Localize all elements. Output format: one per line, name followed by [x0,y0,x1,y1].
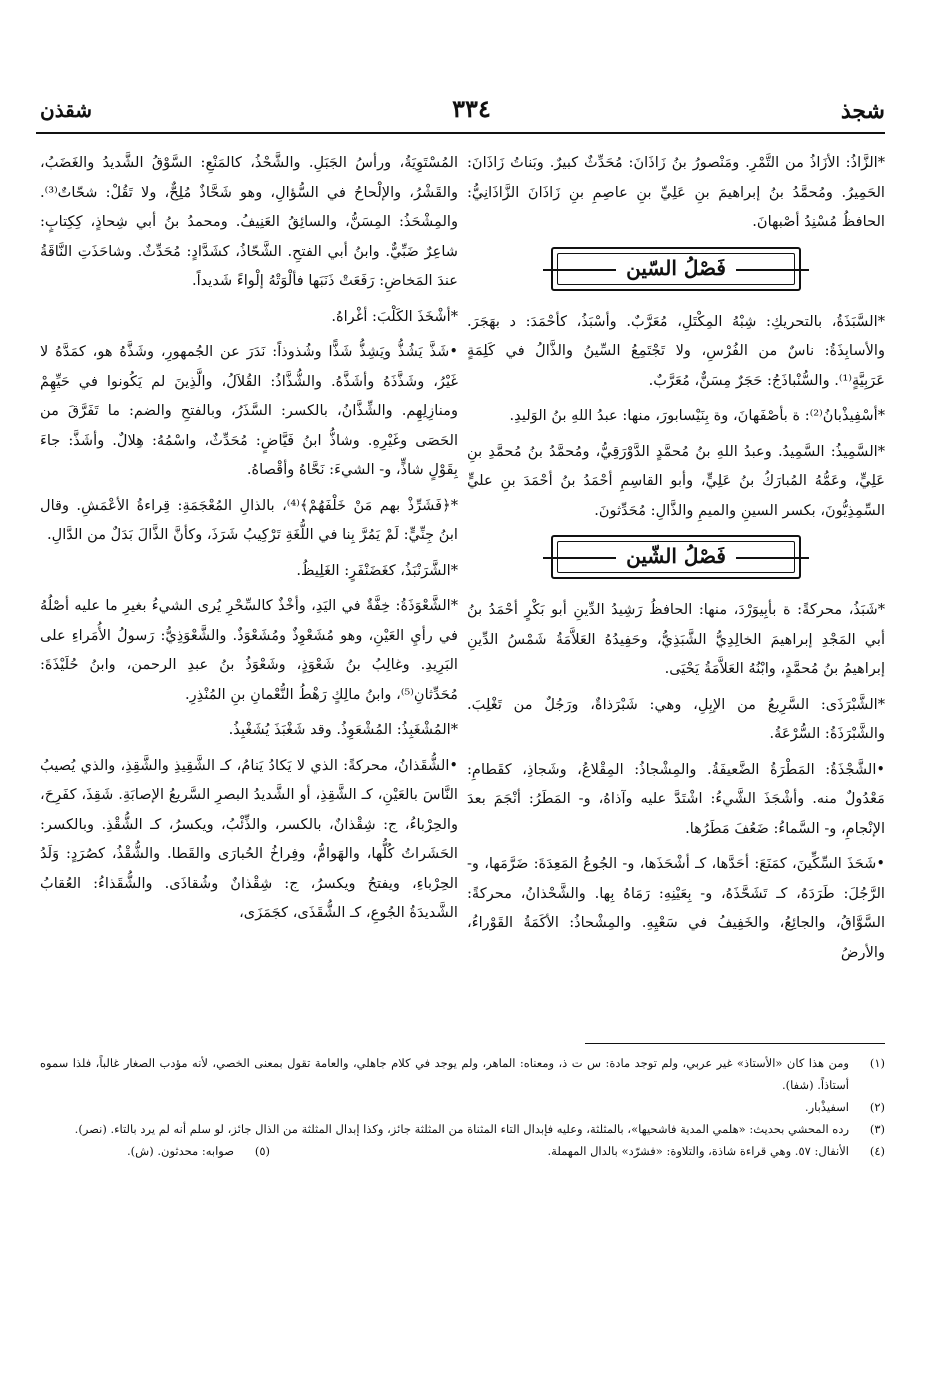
left-column [40,148,458,934]
entry-shajdha: •الشَّجْذَةُ: المَطْرَةُ الضَّعيفَةُ. والمِشْجاذُ: المِقْلاعُ، وشَجاذِ، كقَطامِ: مَعْدُولٌ منه. وأشْجَذَ الشَّيءُ: اشْتَدَّ عليه وآذاهُ، و- المَطَرُ: أنْجَمَ بعدَ الإنْجامِ، و- السَّماءُ: ضَعُفَ مَطَرُها. [467,760,885,837]
footnotes [40,1052,885,1162]
section-heading-shin [551,535,801,579]
entry-shabadh: *شَبَذُ، محركةً: ة بأبِيوَرْدَ، منها: الحافظُ رَشِيدُ الدِّينِ أبو بَكْرٍ أحْمَدُ بنُ أبي المَجْدِ إبراهيمَ الخالِدِيُّ الشَّبَذِيُّ، وحَفِيدُهُ العَلاَّمَةُ شَمْسُ الدِّينِ إبراهيمُ بنُ مُحمَّدٍ، وابْنُهُ العَلاَّمَةُ يَحْيَى. [467,601,885,677]
entry-ashkhadha: *أشْخَذَ الكَلْبَ: أغْراهُ. [331,307,458,325]
footnote [40,1052,885,1096]
entry-shahadha: •شَحَذَ السِّكِّينَ، كمَنَعَ: أحَدَّها، كـ أشْحَذَها، و- الجُوعُ المَعِدَةَ: ضَرَّمَها، و- الرَّجُلَ: طَرَدَهُ، كـ تَشَحَّذَهُ، و- بِعَيْنِهِ: رَمَاهُ بِها. والشَّحْذانُ، محركةً: السَّوَّاقُ، والجائِعُ، والخَفِيفُ في سَعْيِهِ. والمِشْحاذُ: الأكَمَةُ القَوْراءُ، والأرضُ [467,855,885,961]
entry-shuqadhan: •الشُّقَذانُ، محركةً: الذي لا يَكادُ يَنامُ، كـ الشَّقِيذِ والشَّقِذِ، والذي يُصيبُ النَّاسَ بالعَيْنِ، كـ الشَّقِذِ، أو الشَّديدُ البصرِ السَّريعُ الإصابَةِ. شَقِذَ، كفَرِحَ، والحِرْباءُ، ج: شِقْذانٌ، بالكسر، والذِّئْبُ، ويكسرُ، كـ الشُّقْذِ. وبالكسر: الحَشَراتُ كُلُّها، والهَوامُّ، وفِراخُ الحُبارَى والقَطا. والشُّقْذُ، كصُرَدٍ: وَلَدُ الحِرْباءِ، ويفتحُ ويكسرُ، ج: شِقْذانٌ وشُقاذَى. والشُّقَذاءُ: العُقابُ الشَّديدَةُ الجُوعِ، كـ الشُّقَذَى، كجَمَزَى، [40,756,458,921]
entry-shadhdha: •شَذَّ يَشُذُّ ويَشِذُّ شَذًّا وشُذوذاً: نَدَرَ عن الجُمهورِ، وشَذَّهُ هو، كمَدَّهُ لا غَيْرُ، وشَذَّذَهُ وأشَذَّهُ. والشُّذَّاذُ: القُلاَلُ، والَّذِينَ لم يَكُونوا في حَيِّهِمْ ومنازِلِهِم. والشِّذَّانُ، بالكسر: السَّذَرُ، وبالفتحِ والضم: ما تَفَرَّقَ من الحَصَى وغَيْرِهِ. وشاذُّ ابنُ فَيَّاضٍ: مُحَدِّثٌ، واسْمُهُ: هِلالٌ. وأشَذَّ: جاءَ بِقَوْلٍ شاذٍّ، و- الشيءَ: نَحَّاهُ وأقْصاهُ. [40,343,458,478]
entry-samidh: *السَّمِيذُ: السَّمِيدُ. وعبدُ اللهِ بنُ مُحمَّدٍ الدَّوْرَقِيُّ، ومُحمَّدُ بنُ مُحمَّدِ بنِ عَلِيٍّ، وعَمُّهُ المُبارَكُ بنُ عَلِيٍّ، وأبو القاسِمِ أحْمَدُ بنُ أحْمَدَ بنِ عليٍّ السِّمِذِيُّونَ، بكسر السينِ والميمِ والذَّالِ: مُحَدِّثونَ. [467,442,885,519]
entry-mushghabidh: *المُشْغَبِذُ: المُشْعَوِذُ. وقد شَغْبَذَ يُشَغْبِذُ. [228,721,458,738]
footnote-rule [585,1043,885,1044]
section-heading-sin [551,247,801,291]
footnote-text: الأنفال: ٥٧. وهي قراءة شاذة، والتلاوة: «فشرّد» بالدال المهملة. [547,1144,849,1158]
page-number: ٣٣٤ [452,94,491,123]
entry-sharanbadh: *الشَّرَنْبَذُ، كغَضَنْفَرٍ: الغَلِيظُ. [296,561,458,579]
section-title-sin: فَصْلُ السّين [616,254,736,284]
entry-shahadha-continued: المُسْتَوِيَةُ، ورأسُ الجَبَلِ. والشَّحْذُ، كالمَنْعِ: السَّوْقُ الشَّديدُ والغَضَبُ، والقَشْرُ، والإلْحاحُ في السُّؤالِ، وهو شَحَّاذٌ مُلِحٌّ، ولا تَقُلْ: شحّاتٌ⁽³⁾. والمِشْحَذُ: المِسَنُّ، والسائِقُ العَنِيفُ. ومحمدُ بنُ أبي شِحاذٍ، كِكِتابٍ: شاعِرٌ ضَبِّيٌّ. وابنُ أبي الفتحِ. الشَّحّاذُ، كشَدَّادٍ: مُحَدِّثٌ. وشاحَذَتِ النَّاقَةُ عندَ المَخاضِ: رَفَعَتْ ذَنَبَها فألْوَتْهُ إلْواءً شَديداً. [40,154,458,289]
entry-zadh: *الزَّاذُ: الأزَاذُ من التَّمْرِ. ومَنْصورُ بنُ زَاذَانَ: مُحَدِّثٌ كبيرٌ. وبَناتُ زَاذَانَ: الحَمِيرُ. ومُحمَّدُ بنُ إبراهيمَ بنِ عَلِيِّ بنِ عاصِمِ بنِ زَاذَانَ الزَّاذَانِيُّ: الحافظُ مُسْنِدُ أصْبهانَ. [467,154,885,230]
footnote [40,1140,270,1162]
entry-shawadha: *الشَّعْوَذَةُ: خِفَّةٌ في اليَدِ، وأخْذٌ كالسِّحْرِ يُرى الشيءُ بغيرِ ما عليه أصْلُهُ في رأيِ العَيْنِ، وهو مُشَعْوِذٌ ومُشَعْوَذٌ. والشَّعْوَذِيُّ: رَسولُ الأُمَراءِ على البَرِيدِ. وغالِبُ بنُ شَعْوَذٍ، وشَعْوَذُ بنُ عبدِ الرحمن، وابنُ حُلَيْذَةَ: مُحَدِّثانِ⁽⁵⁾، وابنُ مالِكٍ رَهْطُ النُّعْمانِ بنِ المُنْذِرِ. [40,597,458,703]
footnote [40,1096,885,1118]
header-entry-word-left: شقذن [40,98,93,122]
footnote-number: (١) [869,1056,885,1070]
footnote-number: (٢) [869,1100,885,1114]
header-entry-word-right: شجذ [840,98,885,124]
footnote [40,1118,885,1140]
footnote-text: رده المحشي بحديث: «هلمي المدية فاشحيها»، بالمثلثة، وعليه فإبدال التاء المثناة من المثلثة جائز، وكذا إبدال المثلثة من الذال جائز، لو سلم أنه لم يرد بالتاء. (نصر). [74,1122,849,1136]
entry-sabadha: *السَّبَذَةُ، بالتحريكِ: شِبْهُ المِكْتَلِ، مُعَرَّبٌ. وأسْبَذُ، كأحْمَدَ: د بهَجَرَ. والأسابِذَةُ: ناسٌ من الفُرْسِ، ولا تَجْتَمِعُ السِّينُ والذَّالُ في كَلِمَةٍ عَرَبِيَّةٍ⁽¹⁾. والسُّنْباذَجُ: حَجَرٌ مِسَنٌّ، مُعَرَّبٌ. [467,312,885,389]
right-column [467,148,885,973]
footnote-number: (٤) [869,1144,885,1158]
footnote-text: صوابه: محدثون. (ش). [127,1144,234,1158]
footnote [270,1140,885,1162]
footnote-number: (٥) [254,1144,270,1158]
footnote-text: ومن هذا كان «الأستاذ» غير عربي، ولم توجد مادة: س ت ذ، ومعناه: الماهر، ولم يوجد في كلام جاهلي، والعامة تقول بمعنى الخصي، لأنه مؤدب الصغار غالباً، فلذا سموه أستاذاً. (شفا). [40,1056,849,1092]
header-rule [36,132,885,134]
entry-shabradha: *الشَّبْرَذَى: السَّرِيعُ من الإبِلِ، وهي: شَبْرَذاةٌ، ورَجُلٌ من تَغْلِبَ. والشَّبْرَذَةُ: السُّرْعَةُ. [467,695,885,742]
section-title-shin: فَصْلُ الشّين [616,542,736,572]
footnote-text: اسفيذْبار. [804,1100,849,1114]
footnote-row [40,1140,885,1162]
footnote-number: (٣) [869,1122,885,1136]
entry-sharradh: *﴿فَشَرِّذْ بهم مَنْ خَلْفَهُمْ﴾⁽⁴⁾، بالذالِ المُعْجَمَةِ: قِراءةُ الأعْمَشِ. وقال ابنُ جِنِّيٍّ: لَمْ يَمُرَّ بِنا في اللُّغَةِ تَرْكِيبُ شَرَذَ، وكأنَّ الذَّالَ بَدَلٌ من الدَّالِ. [40,496,458,543]
entry-asfidhban: *أسْفِيذْبانُ⁽²⁾: ة بأصْفَهانَ، وة بِنَيْسابورَ، منها: عبدُ اللهِ بنُ الوَليدِ. [509,407,885,424]
